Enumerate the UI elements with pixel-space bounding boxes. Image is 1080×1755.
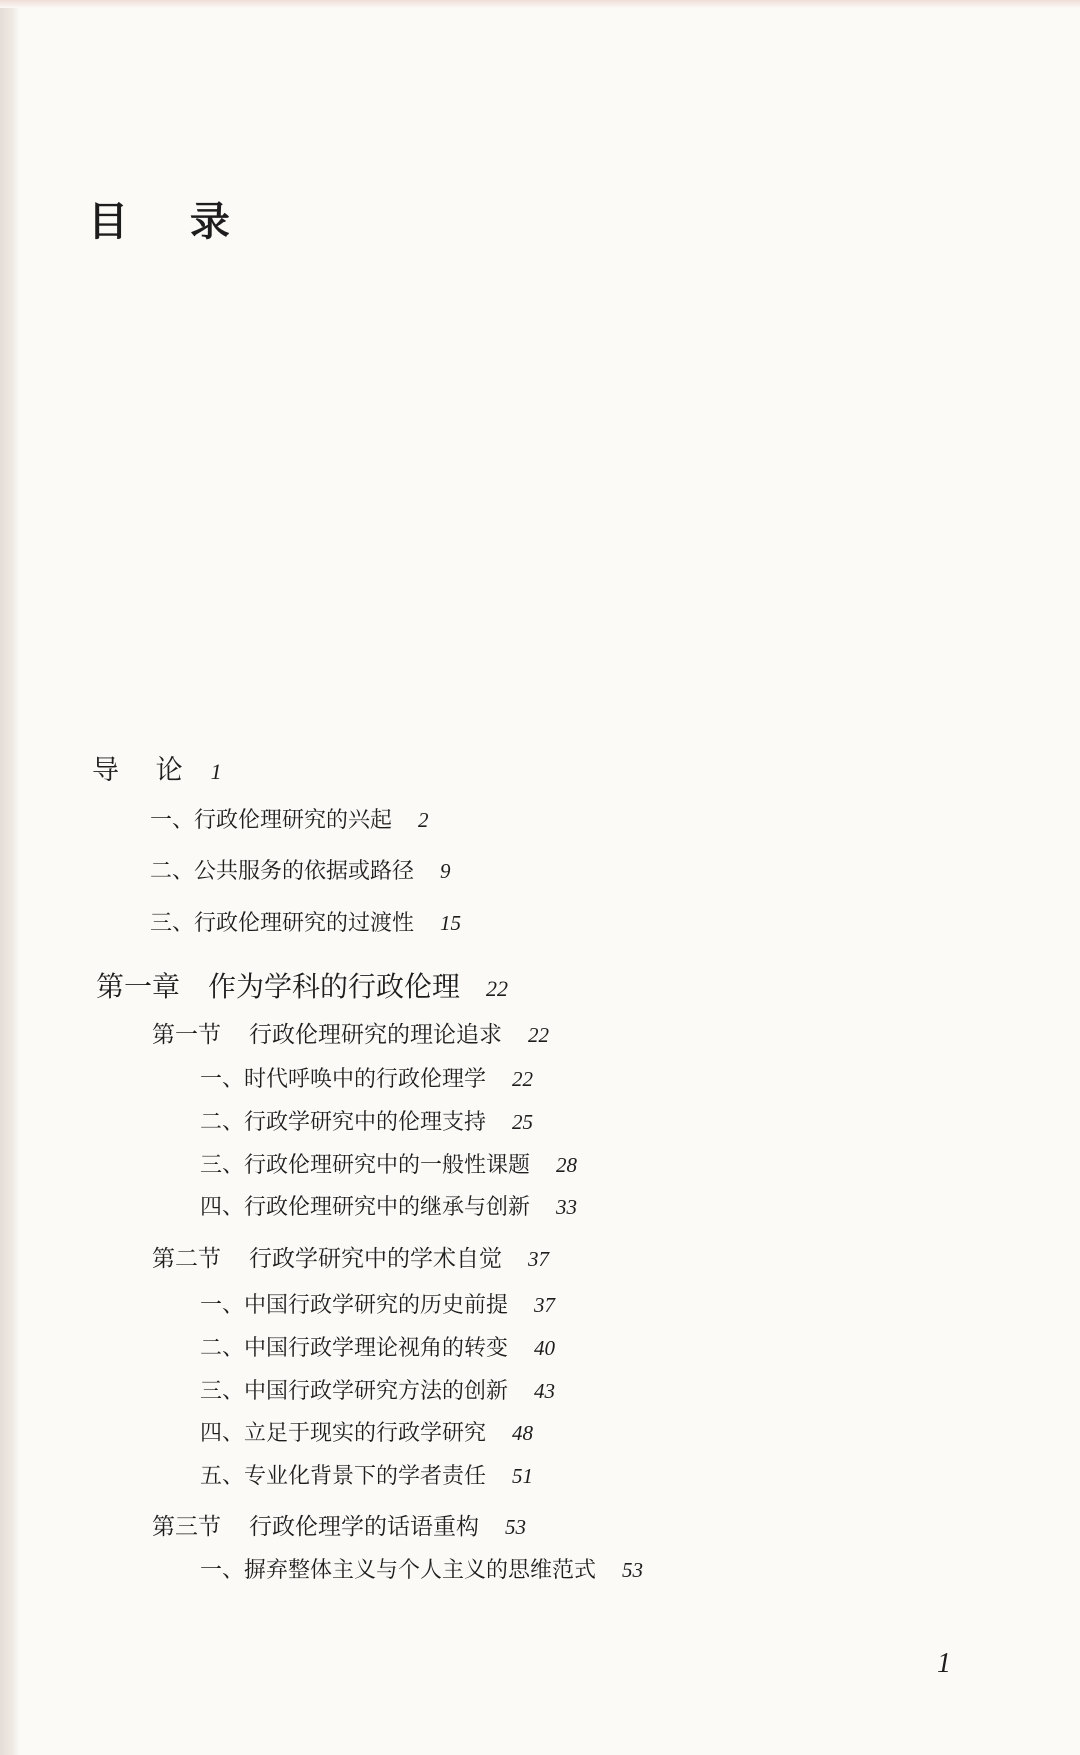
toc-entry — [200, 1190, 577, 1221]
toc-entry-page: 43 — [534, 1379, 556, 1403]
toc-entry-label: 五、专业化背景下的学者责任 — [200, 1464, 487, 1489]
toc-entry-label: 一、时代呼唤中的行政伦理学 — [200, 1067, 487, 1092]
toc-section — [152, 1016, 549, 1049]
toc-entry — [200, 1288, 555, 1319]
toc-entry-page: 22 — [512, 1067, 534, 1091]
toc-entry-page: 37 — [528, 1247, 549, 1271]
toc-entry-label: 四、行政伦理研究中的继承与创新 — [200, 1195, 531, 1220]
toc-section-prefix: 第二节 — [152, 1246, 221, 1272]
toc-entry-label: 二、行政学研究中的伦理支持 — [200, 1110, 487, 1135]
toc-entry — [200, 1374, 555, 1405]
page-number: 1 — [937, 1648, 951, 1679]
toc-entry — [200, 1105, 533, 1136]
toc-entry-page: 1 — [210, 759, 222, 784]
toc-entry — [200, 1331, 555, 1362]
toc-entry-label: 一、摒弃整体主义与个人主义的思维范式 — [200, 1558, 597, 1583]
toc-entry-page: 53 — [505, 1515, 526, 1539]
toc-entry-page: 2 — [418, 808, 429, 832]
toc-entry-page: 28 — [556, 1153, 578, 1177]
toc-entry-label: 三、中国行政学研究方法的创新 — [200, 1379, 509, 1404]
toc-entry-page: 33 — [556, 1195, 578, 1219]
toc-entry — [150, 906, 461, 937]
toc-entry-page: 48 — [512, 1421, 534, 1445]
toc-section-label: 行政学研究中的学术自觉 — [249, 1246, 502, 1272]
toc-entry-label: 三、行政伦理研究的过渡性 — [150, 911, 415, 936]
toc-entry-page: 22 — [486, 976, 509, 1001]
toc-chapter-prefix: 第一章 — [96, 970, 181, 1003]
toc-section-label: 行政伦理研究的理论追求 — [249, 1022, 502, 1048]
toc-section — [152, 1240, 549, 1273]
toc-entry-label: 二、公共服务的依据或路径 — [150, 859, 415, 884]
toc-entry-label: 四、立足于现实的行政学研究 — [200, 1421, 487, 1446]
toc-entry — [200, 1459, 533, 1490]
toc-entry-intro — [92, 748, 222, 787]
toc-entry-page: 22 — [528, 1023, 549, 1047]
toc-entry-page: 15 — [440, 911, 462, 935]
toc-entry-page: 9 — [440, 859, 451, 883]
toc-entry — [150, 803, 429, 834]
toc-section — [152, 1508, 526, 1541]
toc-entry-page: 53 — [622, 1558, 644, 1582]
toc-entry — [200, 1148, 577, 1179]
toc-entry — [150, 854, 451, 885]
toc-entry-page: 25 — [512, 1110, 534, 1134]
toc-section-prefix: 第一节 — [152, 1022, 221, 1048]
toc-section-prefix: 第三节 — [152, 1514, 221, 1540]
toc-entry-page: 51 — [512, 1464, 534, 1488]
toc-chapter — [96, 965, 508, 1005]
toc-entry-page: 40 — [534, 1336, 556, 1360]
toc-section-label: 行政伦理学的话语重构 — [249, 1514, 479, 1540]
toc-chapter-label: 作为学科的行政伦理 — [208, 970, 461, 1003]
toc-entry-label: 三、行政伦理研究中的一般性课题 — [200, 1153, 531, 1178]
toc-entry-label: 一、中国行政学研究的历史前提 — [200, 1293, 509, 1318]
toc-entry — [200, 1062, 533, 1093]
toc-entry-page: 37 — [534, 1293, 556, 1317]
book-spine-shadow — [0, 0, 20, 1755]
toc-entry-label: 二、中国行政学理论视角的转变 — [200, 1336, 509, 1361]
toc-entry — [200, 1416, 533, 1447]
page-title: 目 录 — [88, 198, 254, 245]
toc-entry — [200, 1553, 643, 1584]
page-top-edge — [0, 0, 1080, 8]
toc-entry-label: 一、行政伦理研究的兴起 — [150, 808, 393, 833]
toc-entry-label: 导 论 — [92, 755, 197, 786]
